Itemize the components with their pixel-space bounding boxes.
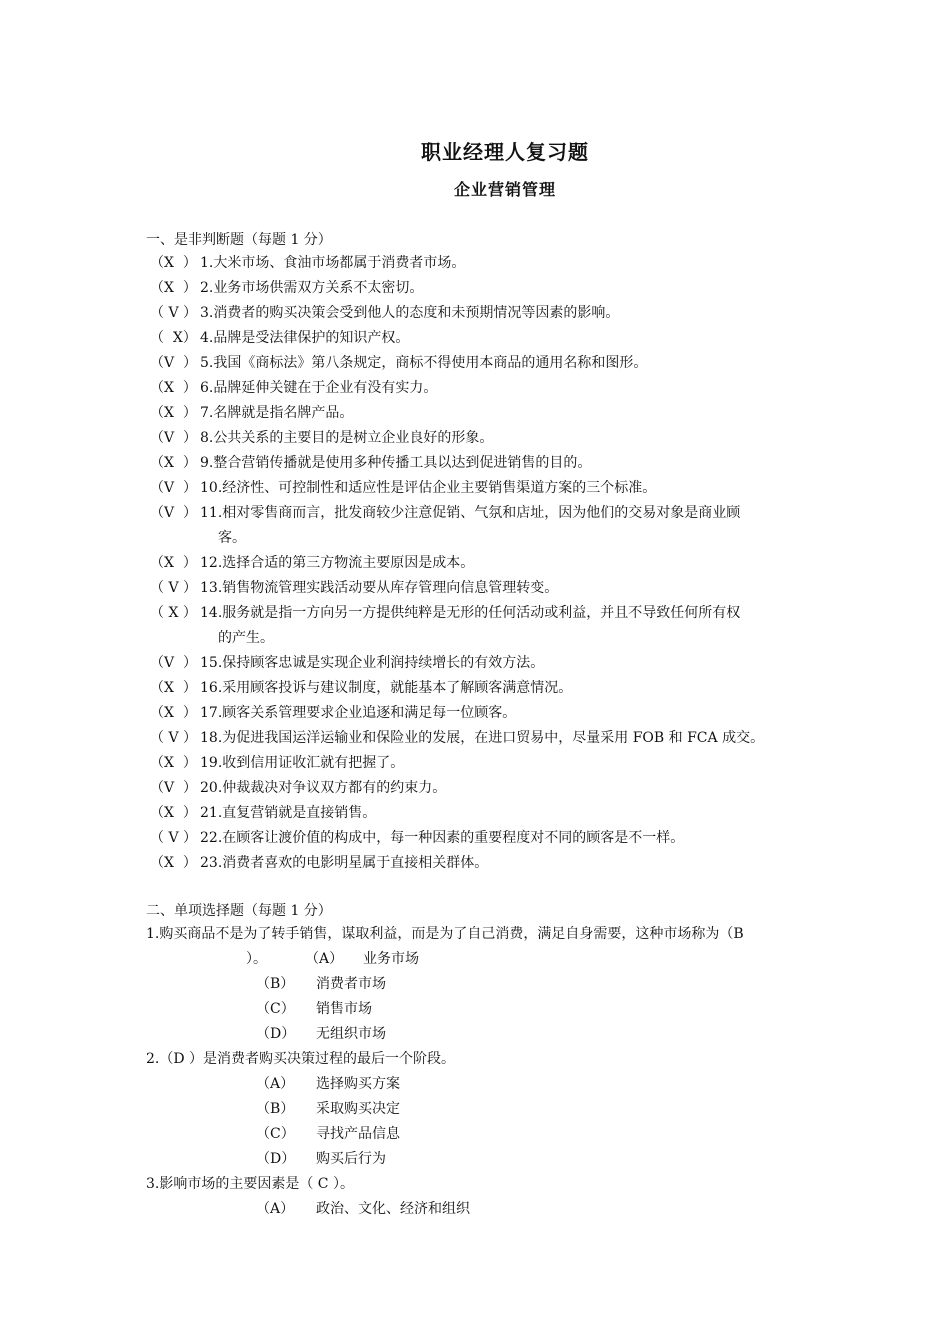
answer-mark: （X ） <box>150 680 197 696</box>
option-text: 采取购买决定 <box>316 1101 400 1117</box>
question-tail: ）。 <box>246 951 267 967</box>
list-item <box>150 501 865 526</box>
answer-mark: （V ） <box>150 355 198 371</box>
item-text: 3.消费者的购买决策会受到他人的态度和未预期情况等因素的影响。 <box>200 305 620 321</box>
option-label: （D） <box>256 1151 296 1167</box>
item-text: 20.仲裁裁决对争议双方都有的约束力。 <box>200 780 447 796</box>
item-text: 15.保持顾客忠诚是实现企业利润持续增长的有效方法。 <box>200 655 545 671</box>
list-item <box>150 476 865 501</box>
option-label: （B） <box>256 1101 295 1117</box>
answer-mark: （V ） <box>150 430 198 446</box>
item-text: 21.直复营销就是直接销售。 <box>200 805 377 821</box>
item-text: 12.选择合适的第三方物流主要原因是成本。 <box>200 555 475 571</box>
list-item <box>150 576 865 601</box>
option-text: 购买后行为 <box>316 1151 386 1167</box>
multiple-choice-list <box>146 922 866 1222</box>
item-text: 11.相对零售商而言，批发商较少注意促销、气氛和店址，因为他们的交易对象是商业顾 <box>200 505 741 521</box>
answer-mark: （V ） <box>150 780 198 796</box>
answer-mark: （ V ） <box>150 305 198 321</box>
list-item <box>150 651 865 676</box>
list-item <box>150 251 865 276</box>
page-title: 职业经理人复习题 <box>421 140 589 164</box>
list-item <box>150 726 865 751</box>
list-item <box>150 426 865 451</box>
item-text: 10.经济性、可控制性和适应性是评估企业主要销售渠道方案的三个标准。 <box>200 480 657 496</box>
option <box>146 1147 866 1172</box>
item-text: 7.名牌就是指名牌产品。 <box>200 405 354 421</box>
item-text: 8.公共关系的主要目的是树立企业良好的形象。 <box>200 430 494 446</box>
answer-mark: （X ） <box>150 555 197 571</box>
item-text: 14.服务就是指一方向另一方提供纯粹是无形的任何活动或利益，并且不导致任何所有权 <box>200 605 741 621</box>
list-item <box>150 351 865 376</box>
list-item-continuation: 客。 <box>218 530 246 546</box>
option <box>146 972 866 997</box>
question-continuation <box>146 947 866 972</box>
answer-mark: （V ） <box>150 505 198 521</box>
list-item <box>150 701 865 726</box>
item-text: 18.为促进我国运洋运输业和保险业的发展，在进口贸易中，尽量采用 FOB 和 FCA 成交。 <box>200 730 765 746</box>
list-item <box>150 851 865 876</box>
item-text: 23.消费者喜欢的电影明星属于直接相关群体。 <box>200 855 489 871</box>
answer-mark: （ X ） <box>150 605 197 621</box>
option <box>146 1122 866 1147</box>
option-label: （B） <box>256 976 295 992</box>
question-text: 3.影响市场的主要因素是（ C ）。 <box>146 1176 354 1192</box>
answer-mark: （X ） <box>150 455 197 471</box>
section-heading-multiple-choice: 二、单项选择题（每题 1 分） <box>146 903 332 919</box>
item-text: 2.业务市场供需双方关系不太密切。 <box>200 280 424 296</box>
item-text: 13.销售物流管理实践活动要从库存管理向信息管理转变。 <box>200 580 559 596</box>
answer-mark: （X ） <box>150 755 197 771</box>
answer-mark: （X ） <box>150 280 197 296</box>
list-item <box>150 326 865 351</box>
list-item-continuation: 的产生。 <box>218 630 274 646</box>
list-item <box>150 751 865 776</box>
item-text: 6.品牌延伸关键在于企业有没有实力。 <box>200 380 438 396</box>
answer-mark: （ V ） <box>150 830 198 846</box>
answer-mark: （ V ） <box>150 580 198 596</box>
option-label: （C） <box>256 1126 295 1142</box>
list-item <box>150 776 865 801</box>
option-label: （C） <box>256 1001 295 1017</box>
list-item <box>150 826 865 851</box>
option-text: 销售市场 <box>316 1001 372 1017</box>
option <box>146 997 866 1022</box>
list-item <box>150 601 865 626</box>
answer-mark: （V ） <box>150 655 198 671</box>
item-text: 1.大米市场、食油市场都属于消费者市场。 <box>200 255 466 271</box>
item-text: 16.采用顾客投诉与建议制度，就能基本了解顾客满意情况。 <box>200 680 573 696</box>
option-label: （A） <box>256 1076 295 1092</box>
option <box>305 947 419 972</box>
option-label: （A） <box>256 1201 295 1217</box>
item-text: 19.收到信用证收汇就有把握了。 <box>200 755 405 771</box>
question-text: 2.（D ）是消费者购买决策过程的最后一个阶段。 <box>146 1051 456 1067</box>
answer-mark: （ X） <box>150 330 197 346</box>
answer-mark: （X ） <box>150 255 197 271</box>
option-text: 消费者市场 <box>316 976 386 992</box>
list-item <box>150 551 865 576</box>
item-text: 5.我国《商标法》第八条规定，商标不得使用本商品的通用名称和图形。 <box>200 355 648 371</box>
option <box>146 1072 866 1097</box>
answer-mark: （X ） <box>150 380 197 396</box>
item-text: 22.在顾客让渡价值的构成中，每一种因素的重要程度对不同的顾客是不一样。 <box>200 830 685 846</box>
option-text: 无组织市场 <box>316 1026 386 1042</box>
answer-mark: （ V ） <box>150 730 198 746</box>
list-item <box>150 676 865 701</box>
option <box>146 1197 866 1222</box>
option-text: 选择购买方案 <box>316 1076 400 1092</box>
list-item <box>150 376 865 401</box>
item-text: 9.整合营销传播就是使用多种传播工具以达到促进销售的目的。 <box>200 455 592 471</box>
page-subtitle: 企业营销管理 <box>453 180 556 199</box>
answer-mark: （V ） <box>150 480 198 496</box>
answer-mark: （X ） <box>150 705 197 721</box>
option-label: （D） <box>256 1026 296 1042</box>
list-item <box>150 276 865 301</box>
question-text: 1.购买商品不是为了转手销售，谋取利益，而是为了自己消费，满足自身需要，这种市场称为（B <box>146 926 744 942</box>
list-item <box>150 801 865 826</box>
list-item <box>150 401 865 426</box>
option <box>146 1022 866 1047</box>
section-heading-true-false: 一、是非判断题（每题 1 分） <box>146 232 332 248</box>
list-item <box>150 301 865 326</box>
option-text: 寻找产品信息 <box>316 1126 400 1142</box>
option-label: （A） <box>305 951 344 967</box>
true-false-list <box>150 251 865 876</box>
item-text: 4.品牌是受法律保护的知识产权。 <box>200 330 410 346</box>
item-text: 17.顾客关系管理要求企业追逐和满足每一位顾客。 <box>200 705 517 721</box>
option <box>146 1097 866 1122</box>
option-text: 政治、文化、经济和组织 <box>316 1201 470 1217</box>
list-item <box>150 451 865 476</box>
answer-mark: （X ） <box>150 405 197 421</box>
answer-mark: （X ） <box>150 805 197 821</box>
option-text: 业务市场 <box>363 951 419 967</box>
answer-mark: （X ） <box>150 855 197 871</box>
